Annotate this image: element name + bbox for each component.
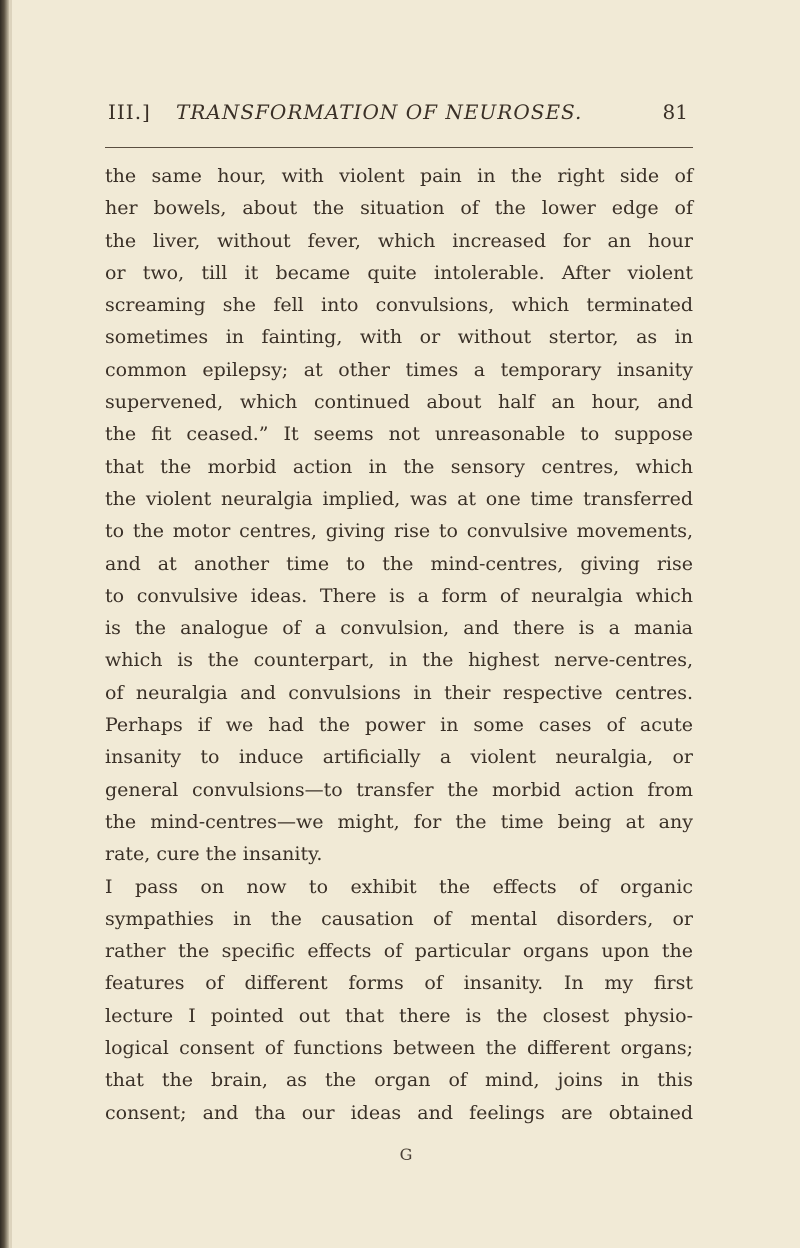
book-spine-shadow [0, 0, 9, 1248]
text-line: the same hour, with violent pain in the right side of [105, 165, 693, 187]
text-line: consent; and tha our ideas and feelings are obtained [105, 1101, 693, 1124]
text-line: and at another time to the mind-centres, giving rise [105, 552, 693, 575]
chapter-number: III.] [108, 100, 151, 124]
text-line: supervened, which continued about half an hour, and [105, 391, 693, 414]
text-line: which is the counterpart, in the highest nerve-centres, [105, 649, 693, 672]
text-line: screaming she fell into convulsions, which terminated [105, 294, 693, 317]
text-line: the violent neuralgia implied, was at one time transferred [105, 487, 693, 510]
header-rule [105, 147, 693, 148]
text-line: is the analogue of a convulsion, and there is a mania [105, 617, 693, 640]
text-line: to convulsive ideas. There is a form of neuralgia which [105, 584, 693, 607]
text-line: general convulsions—to transfer the morbid action from [105, 778, 693, 801]
text-line: sometimes in fainting, with or without stertor, as in [105, 326, 693, 349]
text-line: that the morbid action in the sensory centres, which [105, 455, 693, 478]
running-head [108, 100, 688, 130]
chapter-title: TRANSFORMATION OF NEUROSES. [176, 100, 583, 124]
text-line: or two, till it became quite intolerable. After violent [105, 261, 693, 284]
text-line-paragraph-end: rate, cure the insanity. [105, 843, 323, 866]
text-line: that the brain, as the organ of mind, joins in this [105, 1069, 693, 1092]
page-number: 81 [662, 100, 688, 124]
text-line: of neuralgia and convulsions in their respective centres. [105, 681, 693, 704]
text-line: I pass on now to exhibit the effects of organic [105, 875, 693, 898]
signature-mark [0, 1145, 800, 1164]
text-line: to the motor centres, giving rise to convulsive movements, [105, 520, 693, 543]
page-edge [9, 0, 12, 1248]
body-text [105, 160, 693, 1129]
text-line: Perhaps if we had the power in some cases of acute [105, 714, 693, 737]
text-line: lecture I pointed out that there is the closest physio- [105, 1004, 693, 1027]
text-line: common epilepsy; at other times a temporary insanity [105, 358, 693, 381]
text-line: the mind-centres—we might, for the time being at any [105, 810, 693, 833]
text-line: features of different forms of insanity. In my first [105, 972, 693, 995]
signature-letter: G [399, 1145, 413, 1164]
text-line: sympathies in the causation of mental disorders, or [105, 907, 693, 930]
text-line: insanity to induce artificially a violent neuralgia, or [105, 746, 693, 769]
text-line: her bowels, about the situation of the lower edge of [105, 197, 693, 220]
text-line: logical consent of functions between the different organs; [105, 1037, 693, 1060]
text-line: rather the specific effects of particular organs upon the [105, 940, 693, 963]
text-line: the fit ceased.” It seems not unreasonable to suppose [105, 423, 693, 446]
text-line: the liver, without fever, which increased for an hour [105, 229, 693, 252]
